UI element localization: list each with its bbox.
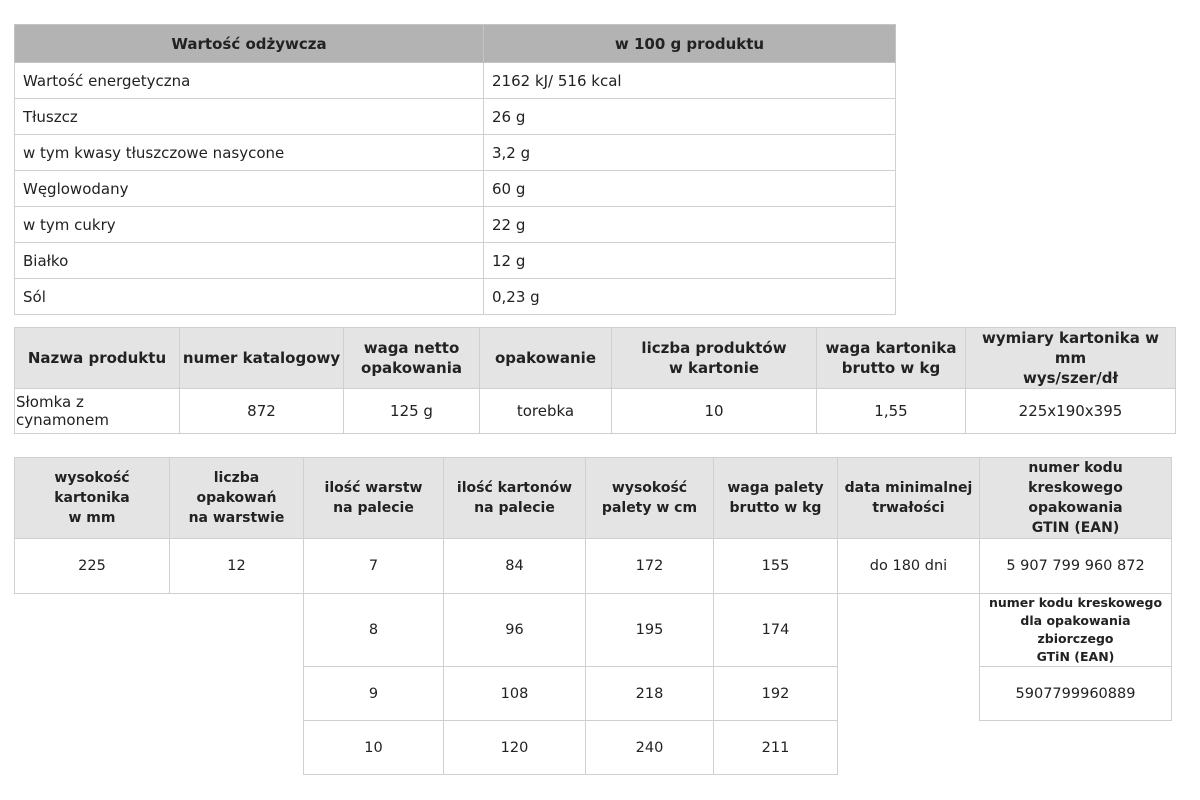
layers-per-pallet: 7 xyxy=(304,539,444,594)
nutrition-header-row xyxy=(15,25,896,63)
packaging: torebka xyxy=(480,389,612,434)
table-row xyxy=(15,207,896,243)
layers-per-pallet: 10 xyxy=(304,721,444,775)
carton-weight-header: waga kartonika brutto w kg xyxy=(817,328,966,389)
empty-cell xyxy=(15,594,170,667)
nutrient-value: 2162 kJ/ 516 kcal xyxy=(484,63,896,99)
packs-per-layer-header: liczba opakowań na warstwie xyxy=(170,458,304,539)
pallet-weight: 192 xyxy=(714,667,838,721)
nutrient-value: 22 g xyxy=(484,207,896,243)
gtin-header: numer kodu kreskowego opakowania GTIN (EAN) xyxy=(980,458,1172,539)
pallet-height: 240 xyxy=(586,721,714,775)
layers-per-pallet: 9 xyxy=(304,667,444,721)
empty-cell xyxy=(170,721,304,775)
nutrient-name: w tym cukry xyxy=(15,207,484,243)
carton-dimensions: 225x190x395 xyxy=(966,389,1176,434)
logistics-header-row xyxy=(15,458,1172,539)
packs-per-layer: 12 xyxy=(170,539,304,594)
empty-cell xyxy=(838,667,980,721)
pallet-weight: 211 xyxy=(714,721,838,775)
nutrient-value: 3,2 g xyxy=(484,135,896,171)
products-per-carton-header: liczba produktów w kartonie xyxy=(612,328,817,389)
table-row xyxy=(15,63,896,99)
pallet-weight: 155 xyxy=(714,539,838,594)
logistics-table xyxy=(14,457,1172,775)
nutrient-value: 26 g xyxy=(484,99,896,135)
carton-weight: 1,55 xyxy=(817,389,966,434)
pallet-weight-header: waga palety brutto w kg xyxy=(714,458,838,539)
cartons-per-pallet: 120 xyxy=(444,721,586,775)
table-row xyxy=(15,243,896,279)
pallet-weight: 174 xyxy=(714,594,838,667)
nutrient-name: Białko xyxy=(15,243,484,279)
product-name: Słomka z cynamonem xyxy=(15,389,180,434)
table-row xyxy=(15,135,896,171)
nutrient-name: Sól xyxy=(15,279,484,315)
net-weight-header: waga netto opakowania xyxy=(344,328,480,389)
nutrient-name: Wartość energetyczna xyxy=(15,63,484,99)
cartons-per-pallet: 84 xyxy=(444,539,586,594)
table-row xyxy=(15,279,896,315)
catalog-number: 872 xyxy=(180,389,344,434)
table-row xyxy=(15,171,896,207)
empty-cell xyxy=(838,594,980,667)
table-row xyxy=(15,539,1172,594)
shelf-life: do 180 dni xyxy=(838,539,980,594)
nutrient-value: 12 g xyxy=(484,243,896,279)
empty-cell xyxy=(15,721,170,775)
table-row xyxy=(15,667,1172,721)
net-weight: 125 g xyxy=(344,389,480,434)
nutrient-name: Węglowodany xyxy=(15,171,484,207)
layers-per-pallet-header: ilość warstw na palecie xyxy=(304,458,444,539)
empty-cell xyxy=(980,721,1172,775)
layers-per-pallet: 8 xyxy=(304,594,444,667)
empty-cell xyxy=(15,667,170,721)
empty-cell xyxy=(838,721,980,775)
product-name-header: Nazwa produktu xyxy=(15,328,180,389)
table-row xyxy=(15,721,1172,775)
nutrition-table xyxy=(14,24,896,315)
product-header-row xyxy=(15,328,1176,389)
empty-cell xyxy=(170,667,304,721)
nutrient-name: Tłuszcz xyxy=(15,99,484,135)
pallet-height: 195 xyxy=(586,594,714,667)
pallet-height-header: wysokość palety w cm xyxy=(586,458,714,539)
carton-dimensions-header: wymiary kartonika w mm wys/szer/dł xyxy=(966,328,1176,389)
table-row xyxy=(15,99,896,135)
nutrient-value: 60 g xyxy=(484,171,896,207)
nutrition-header-cell: Wartość odżywcza xyxy=(15,25,484,63)
catalog-number-header: numer katalogowy xyxy=(180,328,344,389)
nutrient-value: 0,23 g xyxy=(484,279,896,315)
pallet-height: 172 xyxy=(586,539,714,594)
nutrient-name: w tym kwasy tłuszczowe nasycone xyxy=(15,135,484,171)
empty-cell xyxy=(170,594,304,667)
pallet-height: 218 xyxy=(586,667,714,721)
table-row xyxy=(15,389,1176,434)
gtin-collective-header: numer kodu kreskowego dla opakowania zbiorczego GTiN (EAN) xyxy=(980,594,1172,667)
carton-height: 225 xyxy=(15,539,170,594)
packaging-header: opakowanie xyxy=(480,328,612,389)
cartons-per-pallet: 108 xyxy=(444,667,586,721)
table-row xyxy=(15,594,1172,667)
nutrition-header-cell: w 100 g produktu xyxy=(484,25,896,63)
gtin-value: 5 907 799 960 872 xyxy=(980,539,1172,594)
shelf-life-header: data minimalnej trwałości xyxy=(838,458,980,539)
cartons-per-pallet-header: ilość kartonów na palecie xyxy=(444,458,586,539)
carton-height-header: wysokość kartonika w mm xyxy=(15,458,170,539)
products-per-carton: 10 xyxy=(612,389,817,434)
product-table xyxy=(14,327,1176,434)
gtin-collective-value: 5907799960889 xyxy=(980,667,1172,721)
cartons-per-pallet: 96 xyxy=(444,594,586,667)
